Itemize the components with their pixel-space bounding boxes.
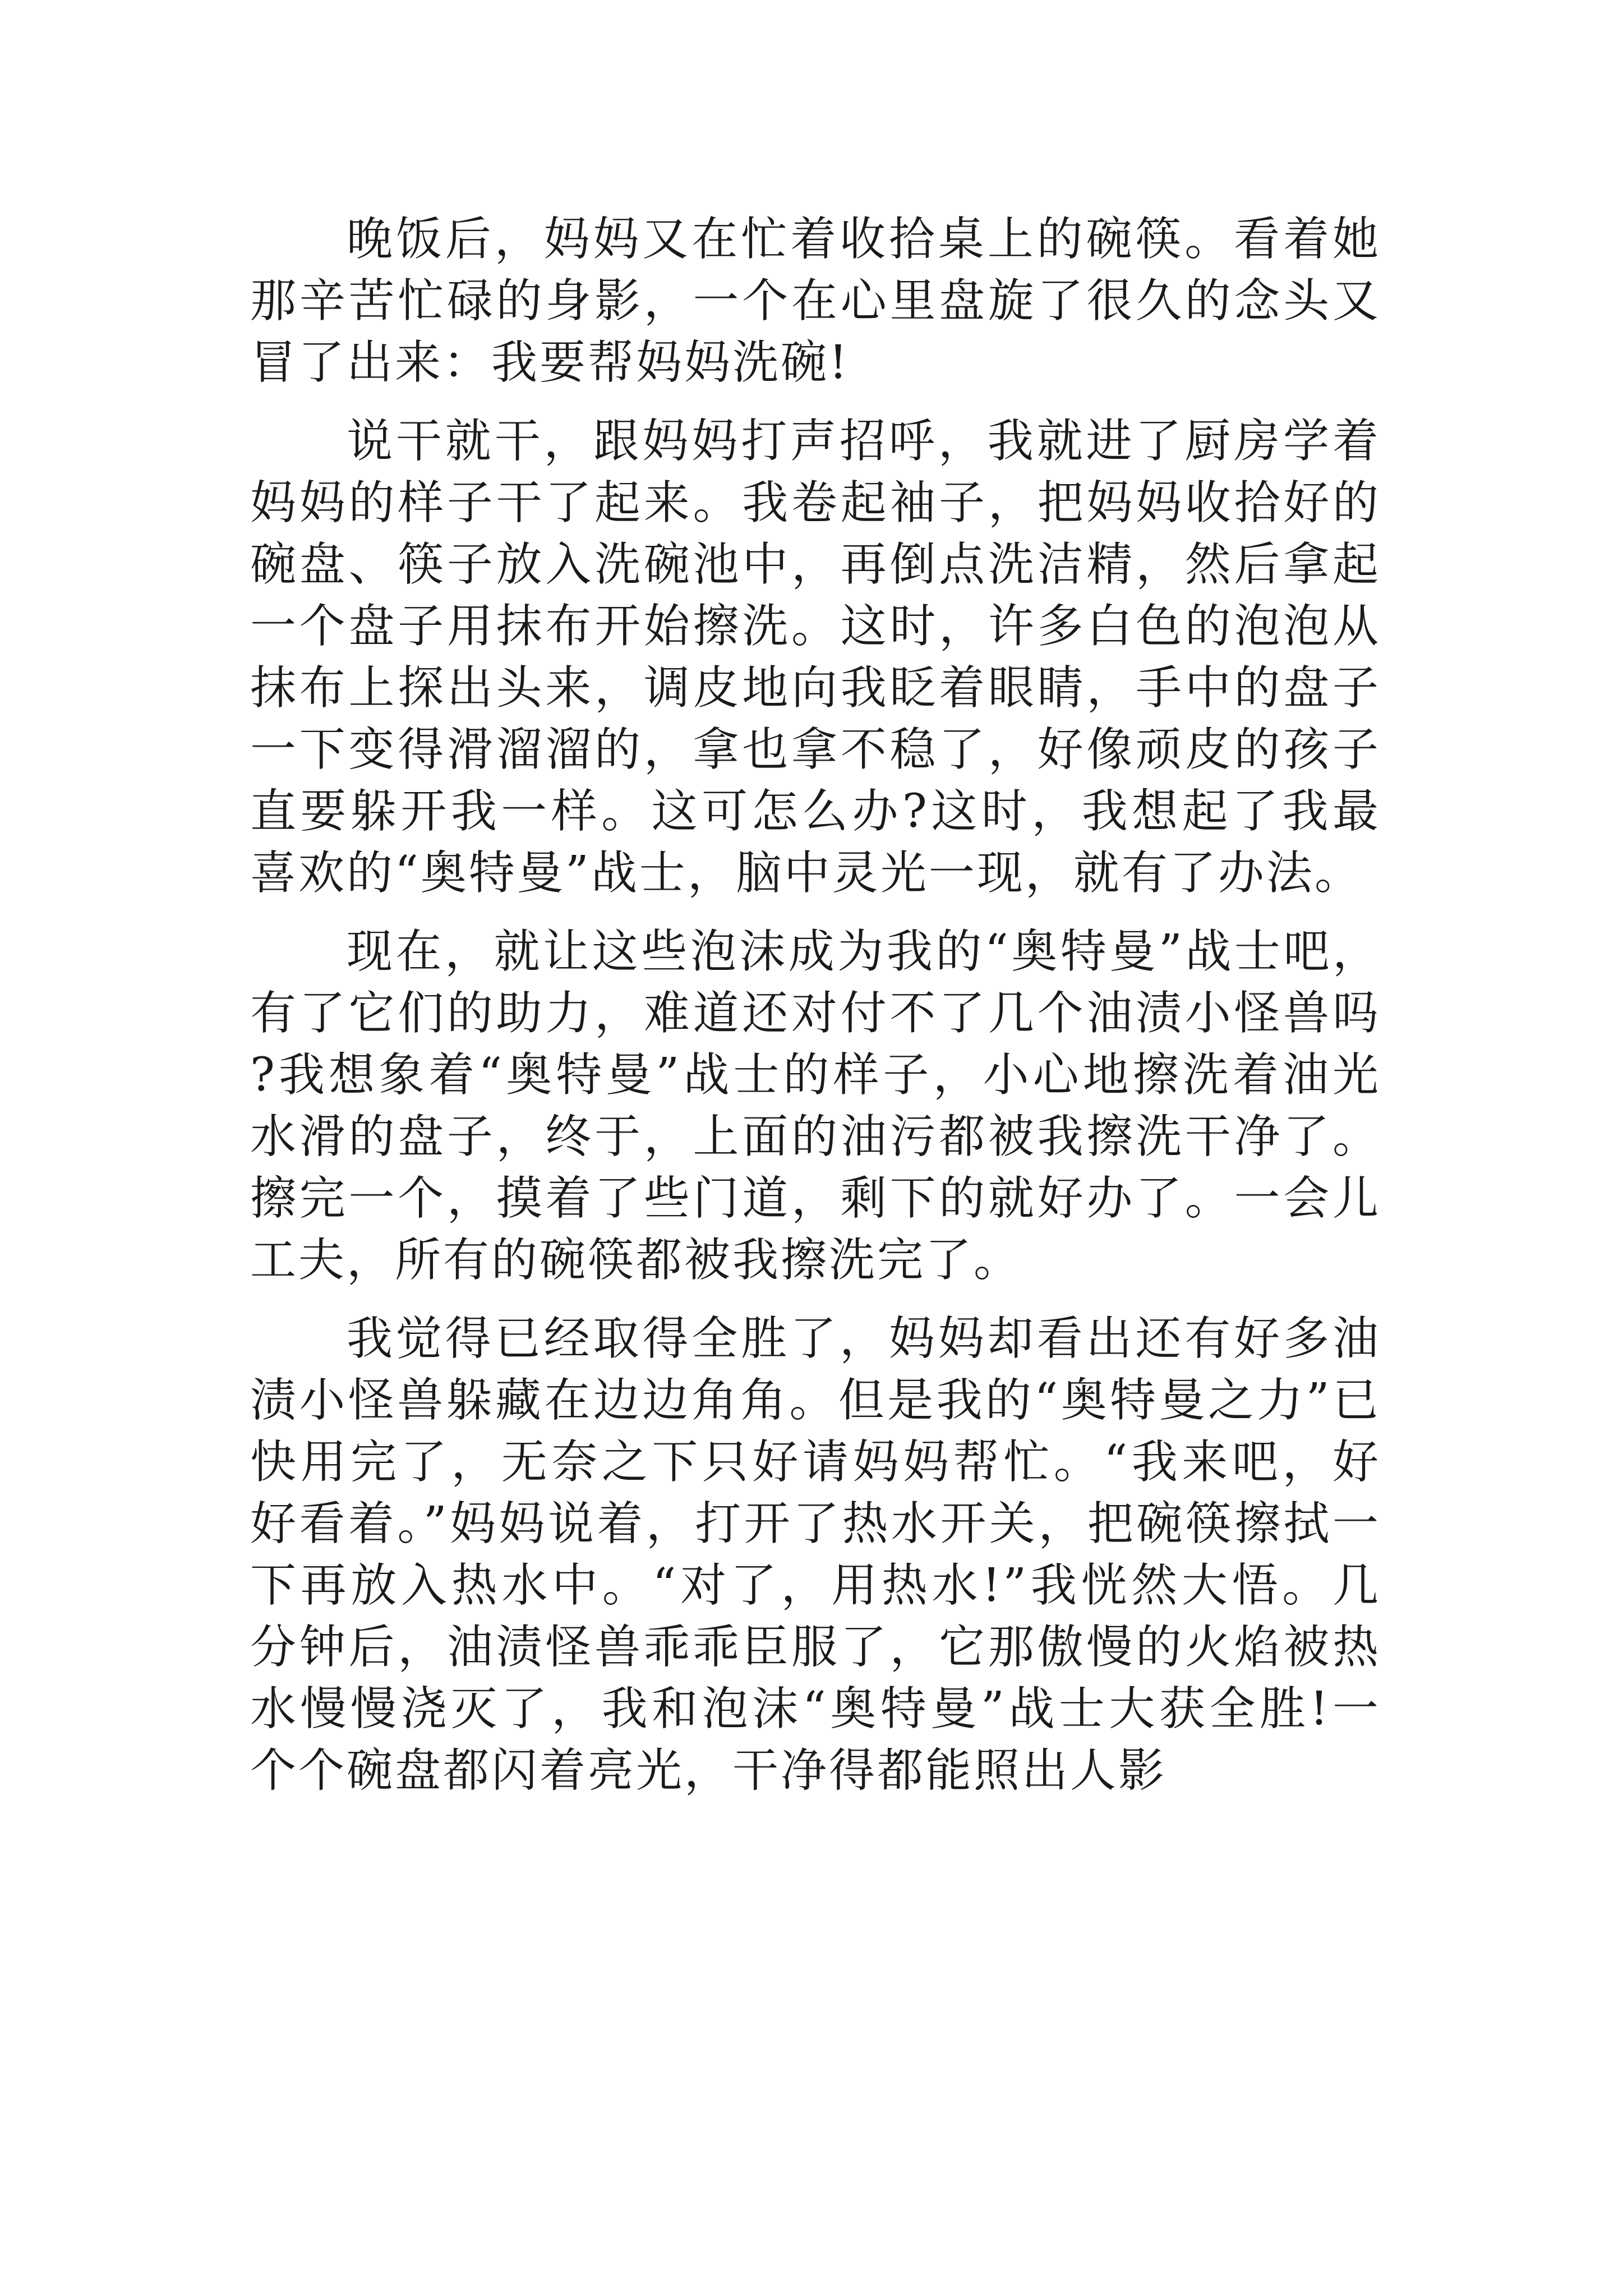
paragraph-1: 晚饭后，妈妈又在忙着收拾桌上的碗筷。看着她那辛苦忙碌的身影，一个在心里盘旋了很久的念头又冒了出来：我要帮妈妈洗碗! (250, 213, 1381, 389)
document-body (250, 209, 1381, 1802)
paragraph-2: 说干就干，跟妈妈打声招呼，我就进了厨房学着妈妈的样子干了起来。我卷起袖子，把妈妈收拾好的碗盘、筷子放入洗碗池中，再倒点洗洁精，然后拿起一个盘子用抹布开始擦洗。这时，许多白色的泡泡从抹布上探出头来，调皮地向我眨着眼睛，手中的盘子一下变得滑溜溜的，拿也拿不稳了，好像顽皮的孩子直要躲开我一样。这可怎么办?这时，我想起了我最喜欢的“奥特曼”战士，脑中灵光一现，就有了办法。 (250, 415, 1381, 900)
paragraph-3: 现在，就让这些泡沫成为我的“奥特曼”战士吧，有了它们的助力，难道还对付不了几个油渍小怪兽吗?我想象着“奥特曼”战士的样子，小心地擦洗着油光水滑的盘子，终于，上面的油污都被我擦洗干净了。擦完一个，摸着了些门道，剩下的就好办了。一会儿工夫，所有的碗筷都被我擦洗完了。 (250, 925, 1381, 1287)
paragraph-4: 我觉得已经取得全胜了，妈妈却看出还有好多油渍小怪兽躲藏在边边角角。但是我的“奥特曼之力”已快用完了，无奈之下只好请妈妈帮忙。“我来吧，好好看着。”妈妈说着，打开了热水开关，把碗筷擦拭一下再放入热水中。“对了，用热水!”我恍然大悟。几分钟后，油渍怪兽乖乖臣服了，它那傲慢的火焰被热水慢慢浇灭了，我和泡沫“奥特曼”战士大获全胜!一个个碗盘都闪着亮光，干净得都能照出人影 (250, 1312, 1381, 1797)
